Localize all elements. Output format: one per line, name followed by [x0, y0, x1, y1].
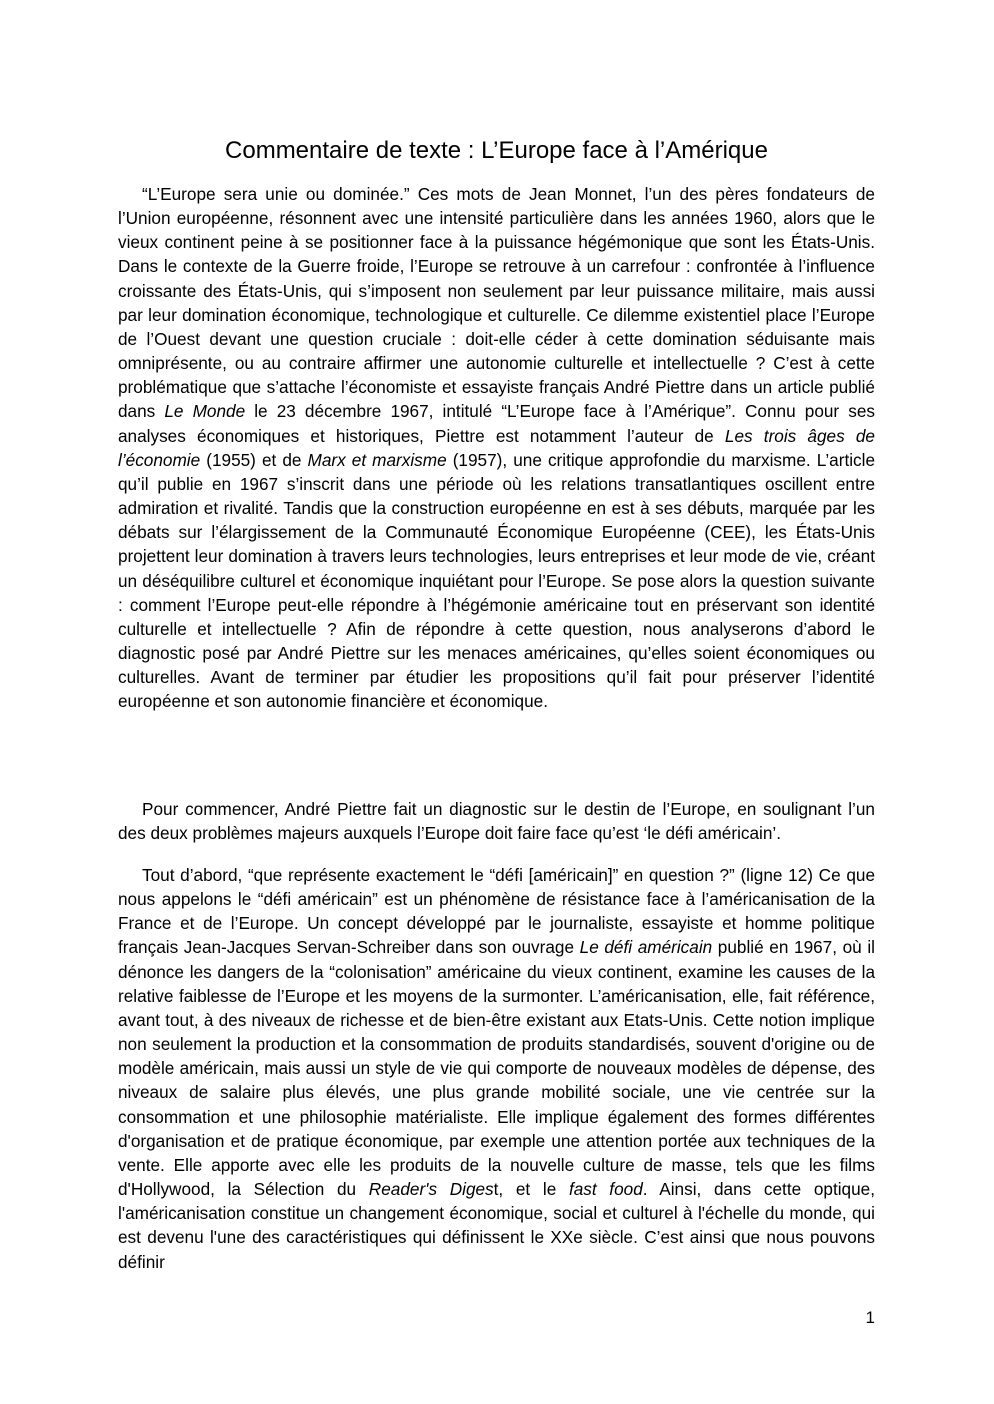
text-run: publié en 1967, où il dénonce les dangers de la “colonisation” américaine du vieux continent, examine les causes de la relative faiblesse de l’Europe et les moyens de la surmonter. L’américanisation, elle, fait référence, avant tout, à des niveaux de richesse et de bien-être existant aux Etats-Unis. Cette notion implique non seulement la production et la consommation de produits standardisés, souvent d'origine ou de modèle américain, mais aussi un style de vie qui comporte de nouveaux modèles de dépense, des niveaux de salaire plus élevés, une plus grande mobilité sociale, une vie centrée sur la consommation et une philosophie matérialiste. Elle implique également des formes différentes d'organisation et de pratique économique, par exemple une attention portée aux techniques de la vente. Elle apporte avec elle les produits de la nouvelle culture de masse, tels que les films d'Hollywood, la Sélection du: [118, 937, 875, 1200]
paragraph-part1-a: [118, 863, 875, 1274]
text-run: (1955) et de: [200, 449, 308, 470]
italic-text: Le Monde: [164, 401, 246, 422]
text-run: (1957), une critique approfondie du marxisme. L’article qu’il publie en 1967 s’inscrit dans une période où les relations transatlantiques oscillent entre admiration et rivalité. Tandis que la construction européenne en est à ses débuts, marquée par les débats sur l’élargissement de la Communauté Économique Européenne (CEE), les États-Unis projettent leur domination à travers leurs technologies, leurs entreprises et leur mode de vie, créant un déséquilibre culturel et économique inquiétant pour l’Europe. Se pose alors la question suivante : comment l’Europe peut-elle répondre à l’hégémonie américaine tout en préservant son identité culturelle et intellectuelle ? Afin de répondre à cette question, nous analyserons d’abord le diagnostic posé par André Piettre sur les menaces américaines, qu’elles soient économiques ou culturelles. Avant de terminer par étudier les propositions qu’il fait pour préserver l’identité européenne et son autonomie financière et économique.: [118, 449, 876, 712]
text-run: . Ainsi, dans cette optique, l'américanisation constitue un changement économique, social et culturel à l'échelle du monde, qui est devenu l'une des caractéristiques qui définissent le XXe siècle. C’est ainsi que nous pouvons définir: [118, 1179, 875, 1272]
document-page: [118, 0, 875, 1404]
text-run: Pour commencer, André Piettre fait un diagnostic sur le destin de l’Europe, en soulignant l’un des deux problèmes majeurs auxquels l’Europe doit faire face qu’est ‘le défi américain’.: [118, 799, 875, 844]
document-title: Commentaire de texte : L’Europe face à l’Amérique: [225, 137, 768, 164]
text-run: Tout d’abord, “que représente exactement le “défi [américain]” en question ?” (ligne 12) Ce que nous appelons le “défi américain” est un phénomène de résistance face à l’américanisation de la France et de l’Europe. Un concept développé par le journaliste, essayiste et homme politique français Jean-Jacques Servan-Schreiber dans son ouvrage: [118, 865, 875, 958]
page-number: 1: [865, 1308, 875, 1327]
italic-text: Reader's Diges: [368, 1179, 494, 1200]
text-run: le 23 décembre 1967, intitulé “L’Europe face à l’Amérique”. Connu pour ses analyses économiques et historiques, Piettre est notamment l’auteur de: [118, 401, 876, 446]
italic-text: fast food: [568, 1179, 643, 1200]
text-run: “L’Europe sera unie ou dominée.” Ces mots de Jean Monnet, l’un des pères fondateurs de l’Union européenne, résonnent avec une intensité particulière dans les années 1960, alors que le vieux continent peine à se positionner face à la puissance hégémonique que sont les États-Unis. Dans le contexte de la Guerre froide, l’Europe se retrouve à un carrefour : confrontée à l’influence croissante des États-Unis, qui s’imposent non seulement par leur puissance militaire, mais aussi par leur domination économique, technologique et culturelle. Ce dilemme existentiel place l’Europe de l’Ouest devant une question cruciale : doit-elle céder à cette domination séduisante mais omniprésente, ou au contraire affirmer une autonomie culturelle et intellectuelle ? C’est à cette problématique que s’attache l’économiste et essayiste français André Piettre dans un article publié dans: [118, 184, 875, 422]
italic-text: Le défi américain: [579, 937, 713, 958]
paragraph-introduction: [118, 182, 875, 713]
text-run: t, et le: [493, 1179, 569, 1200]
paragraph-part1-intro: [118, 797, 875, 845]
italic-text: Les trois âges de l’économie: [118, 425, 875, 470]
italic-text: Marx et marxisme: [307, 449, 447, 470]
